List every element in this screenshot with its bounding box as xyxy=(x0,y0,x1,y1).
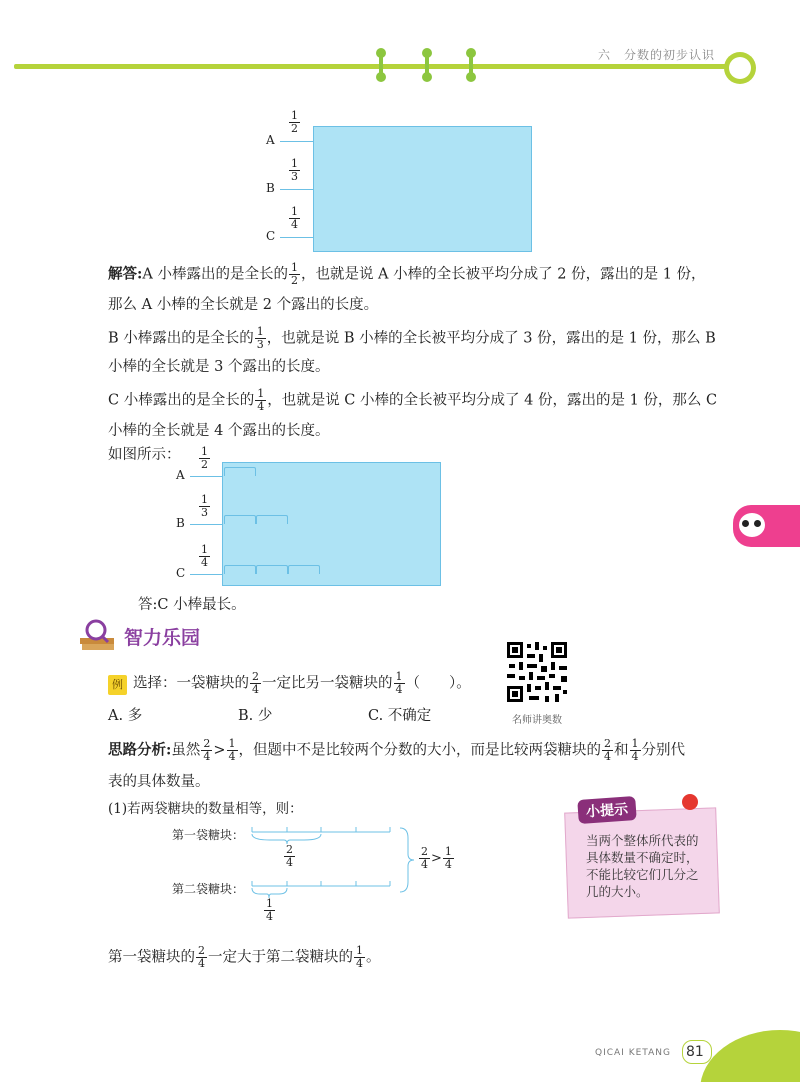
hidden-part xyxy=(224,515,256,524)
answer-line-2: 那么 A 小棒的全长就是 2 个露出的长度。 xyxy=(108,297,379,313)
stick-c-2 xyxy=(190,574,222,575)
answer-line-4: 小棒的全长就是 3 个露出的长度。 xyxy=(108,359,330,375)
fraction-a: $\frac{1}{2}$ xyxy=(291,109,298,135)
hidden-part xyxy=(224,467,256,476)
stick-b-2 xyxy=(190,524,222,525)
panda-tab-icon xyxy=(733,505,800,547)
label-a: A xyxy=(266,133,275,147)
bag-1-fraction: $\frac{2}{4}$ xyxy=(286,843,293,869)
answer-line-3: B 小棒露出的是全长的 $\frac{1}{3}$ ，也就是说 B 小棒的全长被平均分成了 3 份，露出的是 1 份，那么 B xyxy=(108,325,716,351)
option-a: A. 多 xyxy=(108,708,143,724)
label-b-2: B xyxy=(176,516,185,530)
tip-text: 当两个整体所代表的具体数量不确定时，不能比较它们几分之几的大小。 xyxy=(586,833,699,899)
stick-b xyxy=(280,189,313,190)
hidden-part xyxy=(256,565,288,574)
label-a-2: A xyxy=(176,468,185,482)
fraction-a-2: $\frac{1}{2}$ xyxy=(201,445,208,471)
chapter-title: 六 分数的初步认识 xyxy=(598,48,716,62)
example-question: 例 选择：一袋糖块的 $\frac{2}{4}$ 一定比另一袋糖块的 $\frac{1}{4}$ （ ）。 xyxy=(108,671,471,696)
fraction-c-2: $\frac{1}{4}$ xyxy=(201,543,208,569)
section-title: 智力乐园 xyxy=(124,627,201,649)
page-number: 81 xyxy=(686,1044,704,1060)
bags-diagram xyxy=(240,822,480,932)
answer-line-1: 解答:A 小棒露出的是全长的 $\frac{1}{2}$ ，也就是说 A 小棒的全长被平均分成了 2 份，露出的是 1 份， xyxy=(108,261,706,287)
fraction-b: $\frac{1}{3}$ xyxy=(291,157,298,183)
fraction-c: $\frac{1}{4}$ xyxy=(291,205,298,231)
hidden-part xyxy=(224,565,256,574)
tip-title: 小提示 xyxy=(577,796,637,824)
stick-a xyxy=(280,141,313,142)
case-1: (1)若两袋糖块的数量相等，则： xyxy=(108,801,303,817)
hidden-part xyxy=(288,565,320,574)
qr-code-icon[interactable] xyxy=(505,640,569,704)
answer-conclusion: 答:C 小棒最长。 xyxy=(138,597,246,613)
option-c: C. 不确定 xyxy=(368,708,432,724)
chapter-badge-icon xyxy=(724,52,756,84)
analysis-line-2: 表的具体数量。 xyxy=(108,774,210,790)
bag-2-fraction: $\frac{1}{4}$ xyxy=(266,897,273,923)
qr-label: 名师讲奥数 xyxy=(512,715,562,726)
as-shown-label: 如图所示： xyxy=(108,447,181,463)
footer-decoration xyxy=(700,1030,800,1082)
final-statement: 第一袋糖块的 $\frac{2}{4}$ 一定大于第二袋糖块的 $\frac{1}{4}$ 。 xyxy=(108,944,381,970)
label-b: B xyxy=(266,181,275,195)
answer-line-6: 小棒的全长就是 4 个露出的长度。 xyxy=(108,423,330,439)
compare-expression: $\frac{2}{4}$ > $\frac{1}{4}$ xyxy=(421,845,452,871)
header-rule xyxy=(14,64,734,69)
hidden-part xyxy=(256,515,288,524)
option-b: B. 少 xyxy=(238,708,273,724)
stick-c xyxy=(280,237,313,238)
footer-brand: QICAI KETANG xyxy=(595,1048,671,1058)
binder-ring xyxy=(376,48,386,82)
label-c: C xyxy=(266,229,276,243)
binder-ring xyxy=(422,48,432,82)
covering-board xyxy=(313,126,532,252)
bag-1-label: 第一袋糖块： xyxy=(172,828,245,842)
stick-a-2 xyxy=(190,476,222,477)
fraction-b-2: $\frac{1}{3}$ xyxy=(201,493,208,519)
answer-line-5: C 小棒露出的是全长的 $\frac{1}{4}$ ，也就是说 C 小棒的全长被平均分成了 4 份，露出的是 1 份，那么 C xyxy=(108,387,718,413)
books-icon xyxy=(76,618,120,652)
bag-2-label: 第二袋糖块： xyxy=(172,882,245,896)
example-tag: 例 xyxy=(108,675,127,695)
pushpin-icon xyxy=(682,794,698,810)
analysis-line-1: 思路分析:虽然 $\frac{2}{4}$ > $\frac{1}{4}$ ，但题中不是比较两个分数的大小，而是比较两袋糖块的 $\frac{2}{4}$ 和 $\frac{1}{4}$ 分别代 xyxy=(108,737,686,763)
binder-ring xyxy=(466,48,476,82)
label-c-2: C xyxy=(176,566,186,580)
